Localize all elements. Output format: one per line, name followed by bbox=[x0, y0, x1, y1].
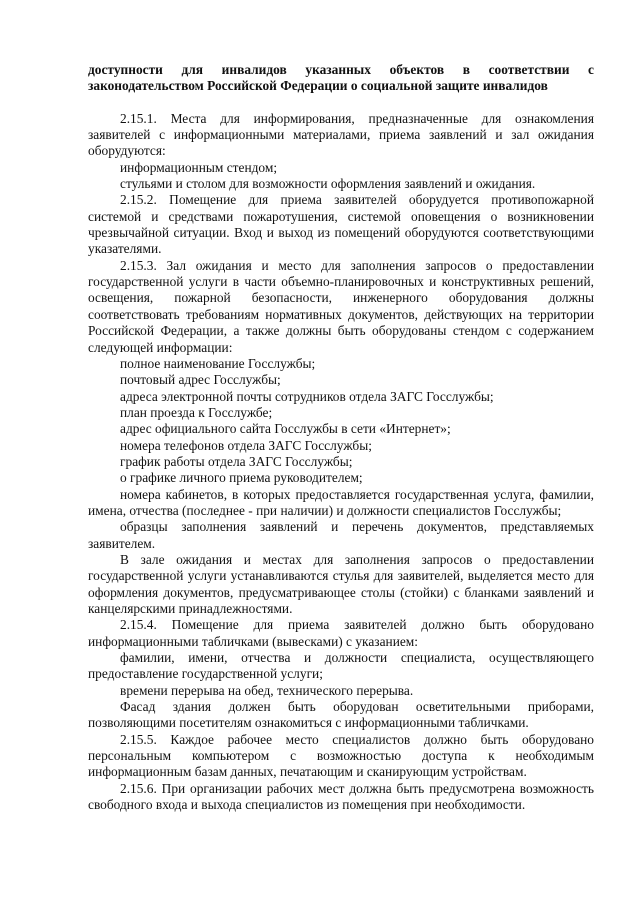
list-item: полное наименование Госслужбы; bbox=[120, 355, 316, 371]
paragraph-2-15-6: 2.15.6. При организации рабочих мест должна быть предусмотрена возможность свободного входа и выхода специалистов из помещения при необходимости. bbox=[88, 780, 594, 813]
list-item: почтовый адрес Госслужбы; bbox=[120, 372, 281, 388]
paragraph-facade: Фасад здания должен быть оборудован осветительными приборами, позволяющими посетителям ознакомиться с информационными табличками. bbox=[88, 699, 594, 731]
list-item: о графике личного приема руководителем; bbox=[120, 470, 363, 486]
paragraph-2-15-5: 2.15.5. Каждое рабочее место специалистов должно быть оборудовано персональным компьютером с возможностью доступа к необходимым информационным базам данных, печатающим и сканирующим устройствам. bbox=[88, 731, 594, 780]
list-item: информационным стендом; bbox=[120, 159, 278, 175]
list-item: фамилии, имени, отчества и должности специалиста, осуществляющего предоставление государственной услуги; bbox=[88, 650, 594, 682]
paragraph-2-15-3: 2.15.3. Зал ожидания и место для заполнения запросов о предоставлении государственной услуги в части объемно-планировочных и конструктивных решений, освещения, пожарной безопасности, инженерного оборудования должны соответствовать требованиям нормативных документов, действующих на территории Российской Федерации, а также должны быть оборудованы стендом с содержанием следующей информации: bbox=[88, 257, 594, 355]
list-item: времени перерыва на обед, технического перерыва. bbox=[120, 682, 414, 698]
list-item: адрес официального сайта Госслужбы в сети «Интернет»; bbox=[120, 421, 451, 437]
document-body bbox=[88, 62, 594, 813]
paragraph-waiting-hall: В зале ожидания и местах для заполнения запросов о предоставлении государственной услуги устанавливаются стулья для заявителей, выделяется место для оформления документов, предусматривающее столы (стойки) с бланками заявлений и канцелярскими принадлежностями. bbox=[88, 551, 594, 616]
list-item: стульями и столом для возможности оформления заявлений и ожидания. bbox=[120, 176, 536, 192]
list-item: номера кабинетов, в которых предоставляется государственная услуга, фамилии, имена, отчества (последнее - при наличии) и должности специалистов Госслужбы; bbox=[88, 486, 594, 518]
heading-spacer bbox=[88, 95, 594, 111]
paragraph-list bbox=[88, 111, 594, 814]
list-item: образцы заполнения заявлений и перечень документов, представляемых заявителем. bbox=[88, 519, 594, 551]
paragraph-2-15-2: 2.15.2. Помещение для приема заявителей оборудуется противопожарной системой и средствами пожаротушения, системой оповещения о возникновении чрезвычайной ситуации. Вход и выход из помещений оборудуются соответствующими указателями. bbox=[88, 192, 594, 257]
section-heading-line-1: доступности для инвалидов указанных объектов в соответствии с bbox=[88, 62, 594, 77]
list-item: адреса электронной почты сотрудников отдела ЗАГС Госслужбы; bbox=[120, 388, 494, 404]
paragraph-2-15-4: 2.15.4. Помещение для приема заявителей должно быть оборудовано информационными табличками (вывесками) с указанием: bbox=[88, 617, 594, 649]
list-item: номера телефонов отдела ЗАГС Госслужбы; bbox=[120, 437, 372, 453]
list-item: график работы отдела ЗАГС Госслужбы; bbox=[120, 453, 353, 469]
section-heading bbox=[88, 62, 594, 95]
list-item: план проезда к Госслужбе; bbox=[120, 404, 273, 420]
paragraph-2-15-1: 2.15.1. Места для информирования, предназначенные для ознакомления заявителей с информационными материалами, приема заявлений и зал ожидания оборудуются: bbox=[88, 110, 594, 159]
section-heading-line-2: законодательством Российской Федерации о социальной защите инвалидов bbox=[88, 78, 548, 94]
